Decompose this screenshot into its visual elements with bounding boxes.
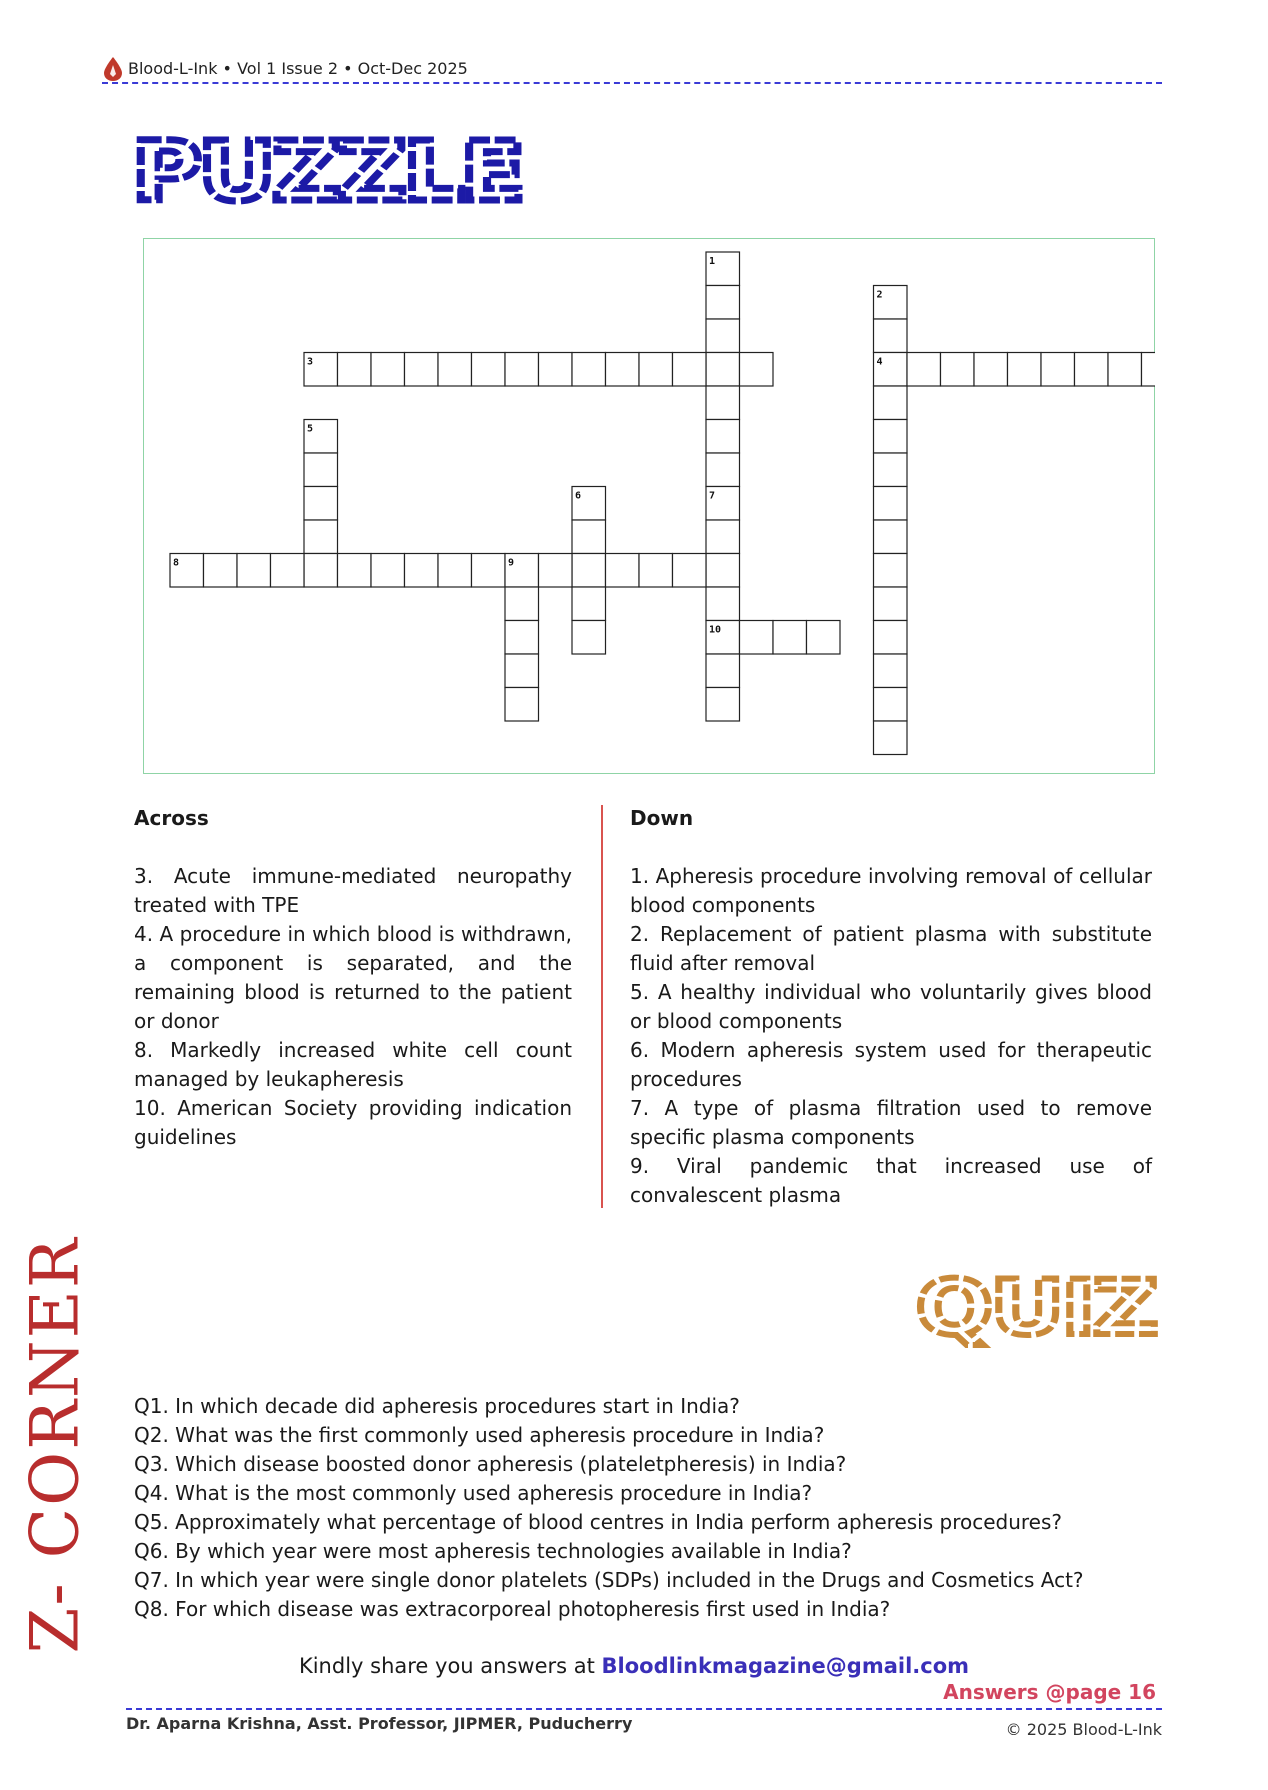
crossword-cell[interactable]	[371, 353, 405, 387]
clue-number-label: 9	[508, 557, 515, 569]
crossword-cell[interactable]	[472, 353, 506, 387]
crossword-cell[interactable]	[773, 621, 807, 655]
crossword-cell[interactable]	[874, 520, 908, 554]
crossword-cell[interactable]	[338, 353, 372, 387]
crossword-cell[interactable]	[673, 554, 707, 588]
crossword-cell[interactable]	[807, 621, 841, 655]
down-clue: 7. A type of plasma filtration used to remove specific plasma components	[630, 1096, 1152, 1149]
crossword-cell[interactable]	[874, 319, 908, 353]
crossword-cell[interactable]	[974, 353, 1008, 387]
footer-copyright: © 2025 Blood-L-Ink	[1005, 1720, 1162, 1739]
quiz-question: Q2. What was the first commonly used apheresis procedure in India?	[134, 1423, 825, 1447]
footer-divider	[126, 1708, 1162, 1710]
crossword-cell[interactable]	[505, 587, 539, 621]
down-clue: 2. Replacement of patient plasma with substitute fluid after removal	[630, 922, 1152, 975]
crossword-cell[interactable]	[405, 554, 439, 588]
crossword-cell[interactable]	[706, 587, 740, 621]
answers-note: Answers @page 16	[943, 1680, 1156, 1704]
crossword-cell[interactable]	[572, 587, 606, 621]
crossword-cell[interactable]	[539, 353, 573, 387]
clue-number-label: 4	[876, 356, 883, 368]
crossword-cell[interactable]	[706, 520, 740, 554]
crossword-cell[interactable]	[505, 353, 539, 387]
crossword-cell[interactable]	[639, 554, 673, 588]
crossword-cell[interactable]	[572, 554, 606, 588]
across-clue: 4. A procedure in which blood is withdrawn, a component is separated, and the remaining blood is returned to the patient or donor	[134, 922, 572, 1033]
clue-number-label: 10	[709, 624, 722, 636]
crossword-cell[interactable]	[874, 386, 908, 420]
share-prefix: Kindly share you answers at	[298, 1654, 602, 1678]
crossword-cell[interactable]	[907, 353, 941, 387]
down-heading: Down	[630, 806, 694, 830]
crossword-cell[interactable]	[706, 420, 740, 454]
blood-drop-icon	[102, 56, 124, 82]
crossword-cell[interactable]	[472, 554, 506, 588]
crossword-cell[interactable]	[874, 453, 908, 487]
clue-number-label: 6	[575, 490, 582, 502]
crossword-cell[interactable]	[1075, 353, 1109, 387]
crossword-cell[interactable]	[874, 721, 908, 755]
crossword-cell[interactable]	[505, 654, 539, 688]
crossword-cell[interactable]	[941, 353, 975, 387]
puzzle-title-text: PUZZLE	[132, 128, 522, 218]
crossword-cell[interactable]	[874, 654, 908, 688]
down-clue: 9. Viral pandemic that increased use of convalescent plasma	[630, 1154, 1152, 1207]
crossword-cell[interactable]	[304, 554, 338, 588]
down-clue: 1. Apheresis procedure involving removal of cellular blood components	[630, 864, 1152, 917]
crossword-cell[interactable]	[874, 621, 908, 655]
crossword-cell[interactable]	[606, 554, 640, 588]
puzzle-title	[128, 128, 528, 218]
quiz-title-text: QUIZ	[916, 1268, 1156, 1348]
crossword-cell[interactable]	[572, 353, 606, 387]
crossword-cell[interactable]	[874, 554, 908, 588]
down-clues	[630, 862, 1152, 1210]
quiz-question: Q8. For which disease was extracorporeal photopheresis first used in India?	[134, 1597, 891, 1621]
across-heading: Across	[134, 806, 209, 830]
crossword-cell[interactable]	[706, 319, 740, 353]
crossword-cell[interactable]	[338, 554, 372, 588]
crossword-cell[interactable]	[874, 688, 908, 722]
email-link[interactable]: Bloodlinkmagazine@gmail.com	[601, 1654, 970, 1678]
crossword-cell[interactable]	[1108, 353, 1142, 387]
down-clue: 6. Modern apheresis system used for therapeutic procedures	[630, 1038, 1152, 1091]
crossword-cell[interactable]	[572, 621, 606, 655]
across-clue: 8. Markedly increased white cell count managed by leukapheresis	[134, 1038, 572, 1091]
crossword-cell[interactable]	[438, 353, 472, 387]
crossword-cell[interactable]	[1142, 353, 1156, 387]
crossword-cell[interactable]	[874, 420, 908, 454]
quiz-questions	[134, 1392, 1164, 1624]
side-banner	[0, 1200, 110, 1690]
crossword-cell[interactable]	[706, 554, 740, 588]
clue-number-label: 5	[307, 423, 314, 435]
crossword-cell[interactable]	[304, 487, 338, 521]
running-header	[102, 56, 1162, 84]
crossword-grid	[143, 238, 1155, 774]
crossword-cell[interactable]	[204, 554, 238, 588]
crossword-cell[interactable]	[405, 353, 439, 387]
crossword-cell[interactable]	[304, 520, 338, 554]
crossword-cell[interactable]	[706, 386, 740, 420]
share-line	[0, 1654, 1268, 1678]
clue-number-label: 1	[709, 256, 716, 267]
crossword-cell[interactable]	[371, 554, 405, 588]
crossword-cell[interactable]	[237, 554, 271, 588]
crossword-cell[interactable]	[572, 520, 606, 554]
crossword-cell[interactable]	[706, 453, 740, 487]
crossword-cell[interactable]	[304, 453, 338, 487]
quiz-question: Q3. Which disease boosted donor apheresis (plateletpheresis) in India?	[134, 1452, 847, 1476]
crossword-cell[interactable]	[505, 688, 539, 722]
clue-number-label: 3	[307, 356, 314, 368]
quiz-question: Q5. Approximately what percentage of blood centres in India perform apheresis procedures?	[134, 1510, 1063, 1534]
crossword-cell[interactable]	[874, 487, 908, 521]
clue-number-label: 7	[709, 490, 716, 502]
crossword-cell[interactable]	[505, 621, 539, 655]
crossword-cell[interactable]	[606, 353, 640, 387]
footer-author: Dr. Aparna Krishna, Asst. Professor, JIPMER, Puducherry	[126, 1714, 633, 1733]
crossword-cell[interactable]	[706, 654, 740, 688]
crossword-cell[interactable]	[1008, 353, 1042, 387]
crossword-cell[interactable]	[438, 554, 472, 588]
crossword-cell[interactable]	[539, 554, 573, 588]
across-clue: 10. American Society providing indication guidelines	[134, 1096, 572, 1149]
crossword-cell[interactable]	[706, 353, 740, 387]
crossword-cell[interactable]	[874, 587, 908, 621]
crossword-cell[interactable]	[740, 621, 774, 655]
quiz-title	[912, 1268, 1162, 1348]
across-clues	[134, 862, 572, 1152]
column-divider	[601, 805, 603, 1208]
crossword-cell[interactable]	[706, 688, 740, 722]
quiz-question: Q4. What is the most commonly used apheresis procedure in India?	[134, 1481, 813, 1505]
z-corner-label: Z- CORNER	[16, 1236, 94, 1654]
quiz-question: Q1. In which decade did apheresis procedures start in India?	[134, 1394, 740, 1418]
crossword-cell[interactable]	[1041, 353, 1075, 387]
crossword-cell[interactable]	[673, 353, 707, 387]
quiz-question: Q6. By which year were most apheresis technologies available in India?	[134, 1539, 852, 1563]
down-clue: 5. A healthy individual who voluntarily gives blood or blood components	[630, 980, 1152, 1033]
crossword-cell[interactable]	[639, 353, 673, 387]
clue-number-label: 2	[876, 289, 883, 301]
across-clue: 3. Acute immune-mediated neuropathy treated with TPE	[134, 864, 572, 917]
header-text: Blood-L-Ink • Vol 1 Issue 2 • Oct-Dec 2025	[128, 59, 468, 78]
clue-number-label: 8	[173, 557, 180, 569]
crossword-cell[interactable]	[271, 554, 305, 588]
quiz-question: Q7. In which year were single donor platelets (SDPs) included in the Drugs and Cosmetics Act?	[134, 1568, 1084, 1592]
crossword-cell[interactable]	[706, 286, 740, 320]
crossword-cell[interactable]	[740, 353, 774, 387]
